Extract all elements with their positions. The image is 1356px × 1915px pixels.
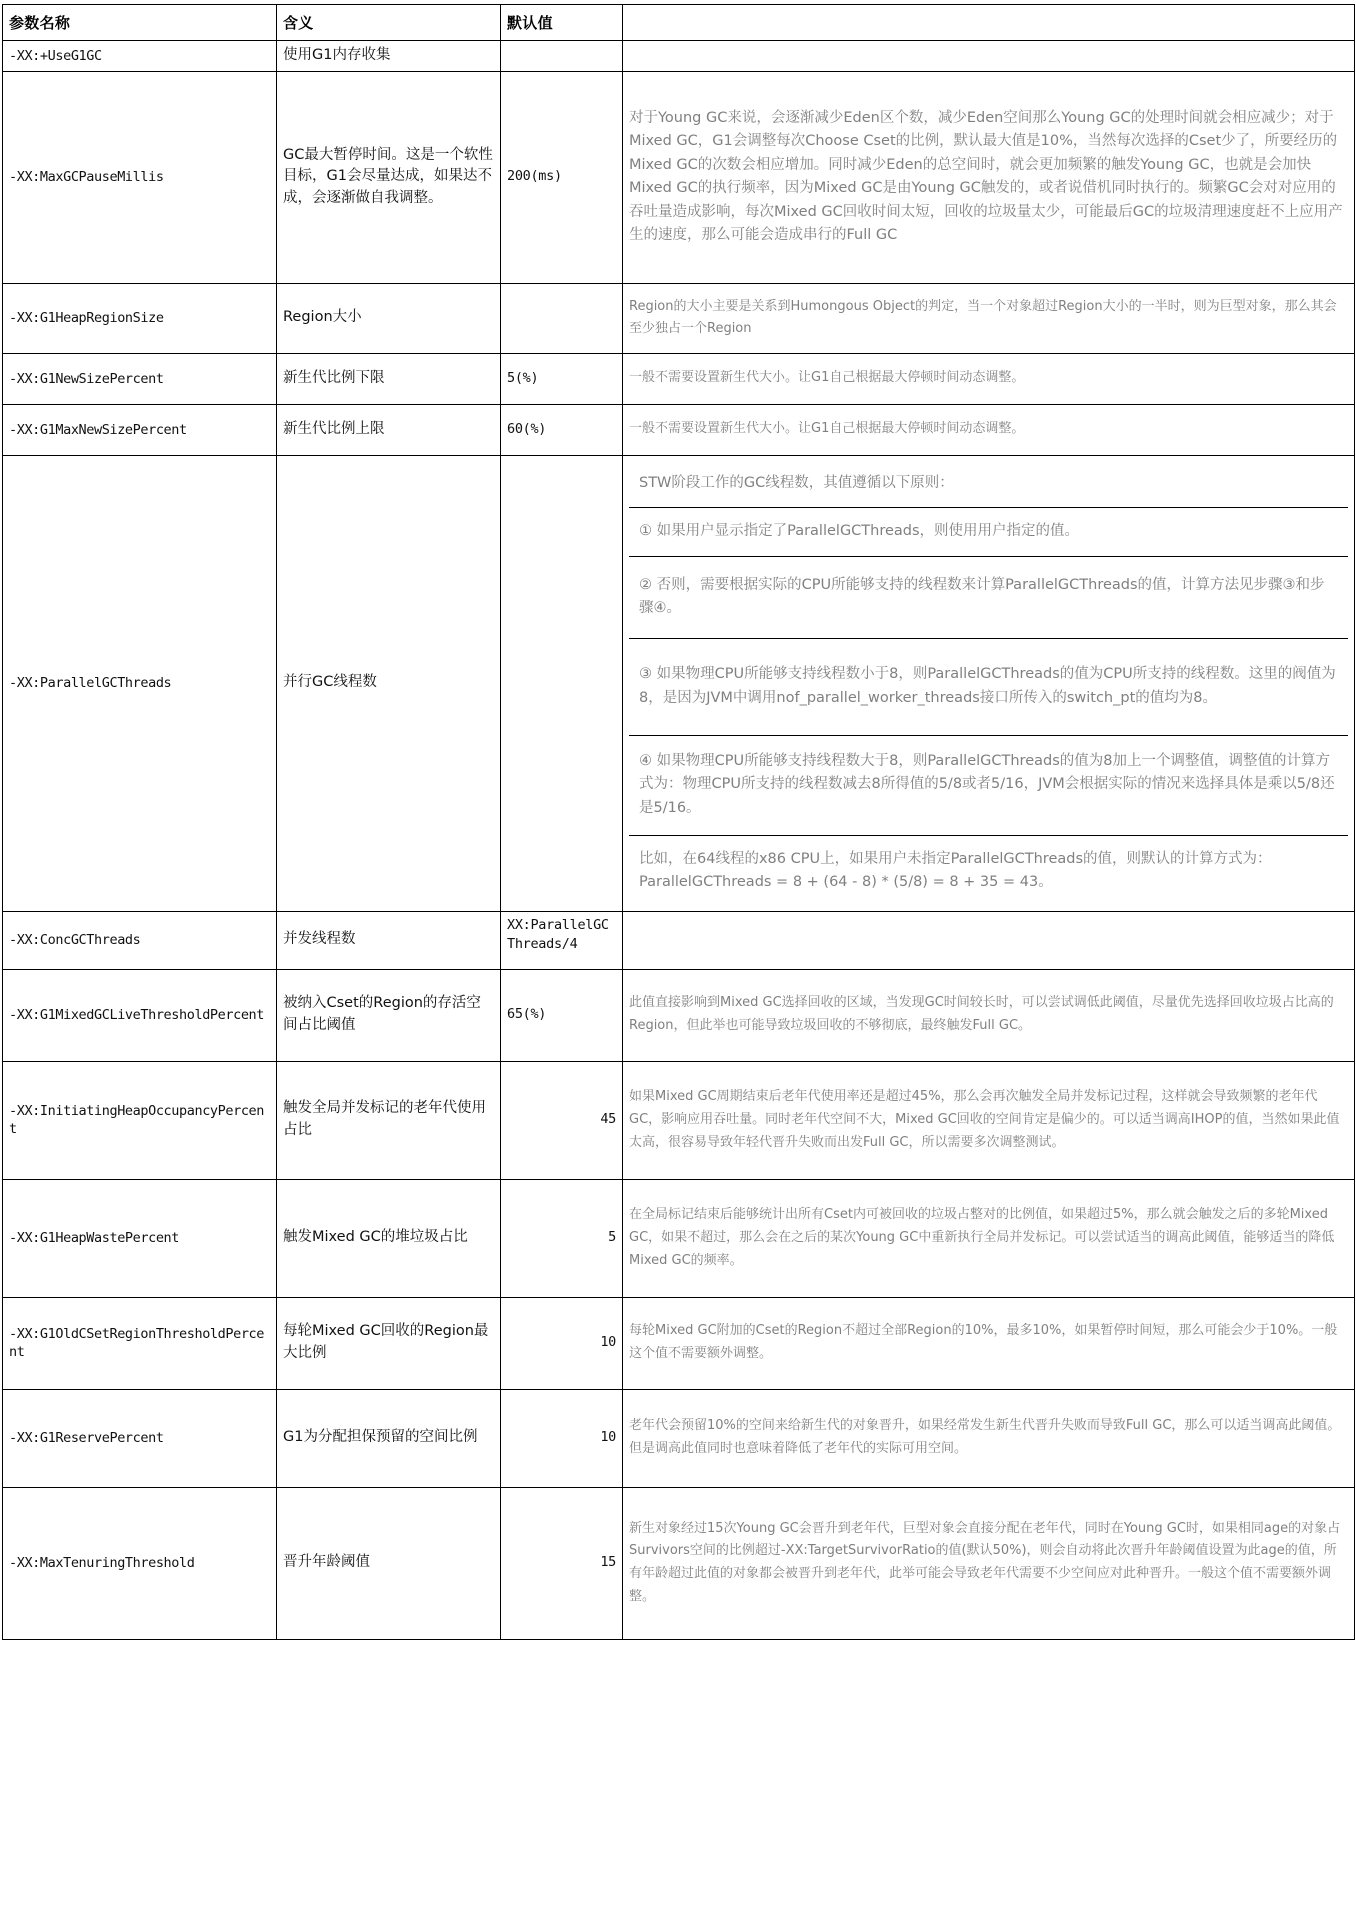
column-header-meaning: 含义 — [277, 5, 501, 41]
param-default-cell — [501, 283, 623, 353]
param-default-cell — [501, 455, 623, 911]
param-description-cell: 一般不需要设置新生代大小。让G1自己根据最大停顿时间动态调整。 — [623, 404, 1355, 455]
param-name-cell: -XX:MaxTenuringThreshold — [3, 1487, 277, 1639]
param-description-cell — [623, 911, 1355, 969]
param-default-cell: 10 — [501, 1389, 623, 1487]
param-meaning-cell: G1为分配担保预留的空间比例 — [277, 1389, 501, 1487]
table-row — [3, 1179, 1355, 1297]
param-description-cell: Region的大小主要是关系到Humongous Object的判定，当一个对象超过Region大小的一半时，则为巨型对象，那么其会至少独占一个Region — [623, 283, 1355, 353]
column-header-param-name: 参数名称 — [3, 5, 277, 41]
table-row — [3, 283, 1355, 353]
description-block-text: STW阶段工作的GC线程数，其值遵循以下原则： — [629, 460, 1348, 508]
param-meaning-cell: 新生代比例上限 — [277, 404, 501, 455]
param-default-cell: 10 — [501, 1297, 623, 1389]
param-description-cell: 在全局标记结束后能够统计出所有Cset内可被回收的垃圾占整对的比例值，如果超过5%，那么就会触发之后的多轮Mixed GC，如果不超过，那么会在之后的某次Young GC中重新执行全局并发标记。可以尝试适当的调高此阈值，能够适当的降低Mixed GC的频率。 — [623, 1179, 1355, 1297]
param-name-cell: -XX:G1OldCSetRegionThresholdPercent — [3, 1297, 277, 1389]
param-meaning-cell: 并行GC线程数 — [277, 455, 501, 911]
param-name-cell: -XX:G1HeapRegionSize — [3, 283, 277, 353]
description-block — [629, 556, 1348, 638]
column-header-default-value: 默认值 — [501, 5, 623, 41]
param-name-cell: -XX:G1HeapWastePercent — [3, 1179, 277, 1297]
param-default-cell: 15 — [501, 1487, 623, 1639]
param-name-cell: -XX:G1ReservePercent — [3, 1389, 277, 1487]
param-meaning-cell: 被纳入Cset的Region的存活空间占比阈值 — [277, 969, 501, 1061]
param-name-cell: -XX:ParallelGCThreads — [3, 455, 277, 911]
param-name-cell: -XX:G1MixedGCLiveThresholdPercent — [3, 969, 277, 1061]
param-default-cell: 5(%) — [501, 353, 623, 404]
param-meaning-cell: 并发线程数 — [277, 911, 501, 969]
param-meaning-cell: Region大小 — [277, 283, 501, 353]
table-row — [3, 1061, 1355, 1179]
param-default-cell: 45 — [501, 1061, 623, 1179]
param-description-cell: 老年代会预留10%的空间来给新生代的对象晋升，如果经常发生新生代晋升失败而导致Full GC，那么可以适当调高此阈值。但是调高此值同时也意味着降低了老年代的实际可用空间。 — [623, 1389, 1355, 1487]
param-meaning-cell: 晋升年龄阈值 — [277, 1487, 501, 1639]
description-block-text: ③ 如果物理CPU所能够支持线程数小于8，则ParallelGCThreads的值为CPU所支持的线程数。这里的阀值为8，是因为JVM中调用nof_parallel_worker_threads接口所传入的switch_pt的值均为8。 — [629, 638, 1348, 735]
table-row — [3, 455, 1355, 911]
param-default-cell: 200(ms) — [501, 71, 623, 283]
description-block — [629, 638, 1348, 735]
column-header-notes — [623, 5, 1355, 41]
param-name-cell: -XX:+UseG1GC — [3, 41, 277, 72]
param-default-cell: XX:ParallelGCThreads/4 — [501, 911, 623, 969]
description-block — [629, 735, 1348, 835]
param-description-cell: 如果Mixed GC周期结束后老年代使用率还是超过45%，那么会再次触发全局并发标记过程，这样就会导致频繁的老年代GC，影响应用吞吐量。同时老年代空间不大，Mixed GC回收的空间肯定是偏少的。可以适当调高IHOP的值，当然如果此值太高，很容易导致年轻代晋升失败而出发Full GC，所以需要多次调整测试。 — [623, 1061, 1355, 1179]
param-name-cell: -XX:G1NewSizePercent — [3, 353, 277, 404]
table-row — [3, 1389, 1355, 1487]
param-meaning-cell: 新生代比例下限 — [277, 353, 501, 404]
param-name-cell: -XX:G1MaxNewSizePercent — [3, 404, 277, 455]
param-name-cell: -XX:MaxGCPauseMillis — [3, 71, 277, 283]
table-row — [3, 911, 1355, 969]
table-row — [3, 1487, 1355, 1639]
table-row — [3, 404, 1355, 455]
table-row — [3, 1297, 1355, 1389]
description-block-text: ④ 如果物理CPU所能够支持线程数大于8，则ParallelGCThreads的值为8加上一个调整值，调整值的计算方式为：物理CPU所支持的线程数减去8所得值的5/8或者5/16，JVM会根据实际的情况来选择具体是乘以5/8还是5/16。 — [629, 735, 1348, 835]
param-description-cell: 新生对象经过15次Young GC会晋升到老年代，巨型对象会直接分配在老年代，同时在Young GC时，如果相同age的对象占Survivors空间的比例超过-XX:TargetSurvivorRatio的值(默认50%)，则会自动将此次晋升年龄阈值设置为此age的值，所有年龄超过此值的对象都会被晋升到老年代，此举可能会导致老年代需要不少空间应对此种晋升。一般这个值不需要额外调整。 — [623, 1487, 1355, 1639]
description-block — [629, 508, 1348, 556]
param-description-cell: 一般不需要设置新生代大小。让G1自己根据最大停顿时间动态调整。 — [623, 353, 1355, 404]
description-block — [629, 835, 1348, 906]
description-block-text: ② 否则，需要根据实际的CPU所能够支持的线程数来计算ParallelGCThreads的值，计算方法见步骤③和步骤④。 — [629, 556, 1348, 638]
param-default-cell: 65(%) — [501, 969, 623, 1061]
param-meaning-cell: 使用G1内存收集 — [277, 41, 501, 72]
param-description-cell: 每轮Mixed GC附加的Cset的Region不超过全部Region的10%，最多10%，如果暂停时间短，那么可能会少于10%。一般这个值不需要额外调整。 — [623, 1297, 1355, 1389]
table-row — [3, 71, 1355, 283]
param-description-cell — [623, 41, 1355, 72]
param-meaning-cell: 每轮Mixed GC回收的Region最大比例 — [277, 1297, 501, 1389]
description-block-text: ① 如果用户显示指定了ParallelGCThreads，则使用用户指定的值。 — [629, 508, 1348, 556]
param-meaning-cell: 触发Mixed GC的堆垃圾占比 — [277, 1179, 501, 1297]
description-block-list — [629, 460, 1348, 907]
param-meaning-cell: GC最大暂停时间。这是一个软性目标，G1会尽量达成，如果达不成，会逐渐做自我调整。 — [277, 71, 501, 283]
description-block-text: 比如，在64线程的x86 CPU上，如果用户未指定ParallelGCThreads的值，则默认的计算方式为：ParallelGCThreads = 8 + (64 - 8) * (5/8) = 8 + 35 = 43。 — [639, 850, 1272, 891]
param-default-cell: 5 — [501, 1179, 623, 1297]
table-row — [3, 969, 1355, 1061]
param-default-cell — [501, 41, 623, 72]
param-meaning-cell: 触发全局并发标记的老年代使用占比 — [277, 1061, 501, 1179]
g1gc-parameter-table — [2, 4, 1355, 1640]
table-row — [3, 41, 1355, 72]
param-name-cell: -XX:ConcGCThreads — [3, 911, 277, 969]
param-default-cell: 60(%) — [501, 404, 623, 455]
param-description-cell: 此值直接影响到Mixed GC选择回收的区域，当发现GC时间较长时，可以尝试调低此阈值，尽量优先选择回收垃圾占比高的Region，但此举也可能导致垃圾回收的不够彻底，最终触发Full GC。 — [623, 969, 1355, 1061]
param-description-cell: 对于Young GC来说，会逐渐减少Eden区个数，减少Eden空间那么Young GC的处理时间就会相应减少；对于Mixed GC，G1会调整每次Choose Cset的比例，默认最大值是10%，当然每次选择的Cset少了，所要经历的Mixed GC的次数会相应增加。同时减少Eden的总空间时，就会更加频繁的触发Young GC，也就是会加快Mixed GC的执行频率，因为Mixed GC是由Young GC触发的，或者说借机同时执行的。频繁GC会对对应用的吞吐量造成影响，每次Mixed GC回收时间太短，回收的垃圾量太少，可能最后GC的垃圾清理速度赶不上应用产生的速度，那么可能会造成串行的Full GC — [623, 71, 1355, 283]
param-description-cell — [623, 455, 1355, 911]
table-header-row — [3, 5, 1355, 41]
param-name-cell: -XX:InitiatingHeapOccupancyPercent — [3, 1061, 277, 1179]
table-row — [3, 353, 1355, 404]
description-block — [629, 460, 1348, 508]
